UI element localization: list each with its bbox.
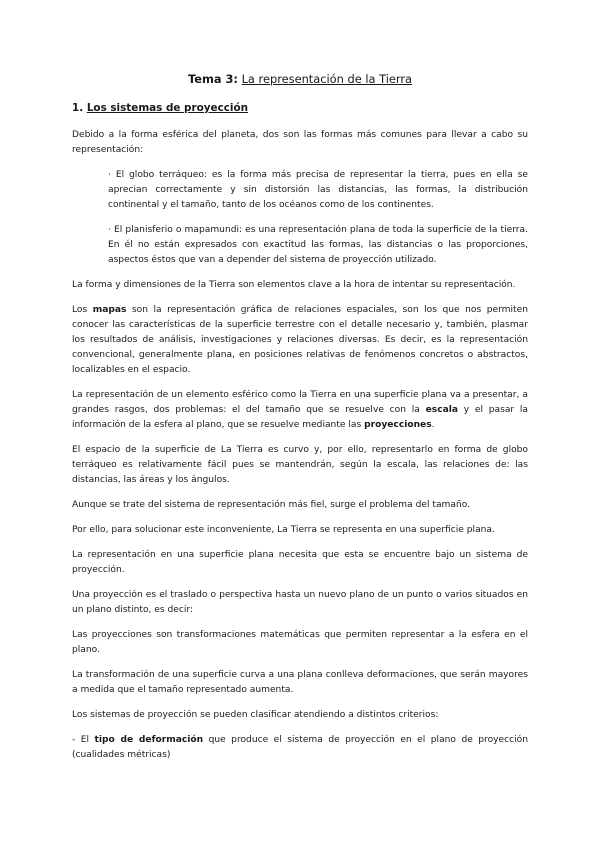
- bullet-globo: · El globo terráqueo: es la forma más precisa de representar la tierra, pues en ella se aprecian correctamente y sin distorsión las distancias, las formas, la distribución continental y el tamaño, tanto de los océanos como de los continentes.: [108, 170, 528, 210]
- paragraph: Los sistemas de proyección se pueden clasificar atendiendo a distintos criterios:: [72, 710, 439, 720]
- text-run: que produce el sistema de proyección en el plano de proyección (cualidades métricas): [72, 735, 528, 760]
- text-run: Los: [72, 305, 93, 315]
- paragraph: Una proyección es el traslado o perspectiva hasta un nuevo plano de un punto o varios situados en un plano distinto, es decir:: [72, 590, 528, 615]
- paragraph-mapas: [72, 303, 528, 378]
- paragraph: Las proyecciones son transformaciones matemáticas que permiten representar a la esfera en el plano.: [72, 630, 528, 655]
- paragraph: La transformación de una superficie curva a una plana conlleva deformaciones, que serán mayores a medida que el tamaño representado aumenta.: [72, 670, 528, 695]
- bold-term: mapas: [92, 305, 127, 315]
- paragraph: La representación en una superficie plana necesita que esta se encuentre bajo un sistema de proyección.: [72, 550, 528, 575]
- text-run: y el pasar la información de la esfera al plano, que se resuelve mediante las: [72, 405, 529, 430]
- text-run: son la representación gráfica de relaciones espaciales, son los que nos permiten conocer las características de la superficie terrestre con el detalle necesario y, también, plasmar los resultados de análisis, investigaciones y relaciones diversas. Es decir, es la representación convencional, generalmente plana, en posiciones relativas de fenómenos concretos o abstractos, localizables en el espacio.: [72, 305, 528, 375]
- page-title: [72, 72, 528, 86]
- title-text: La representación de la Tierra: [241, 72, 413, 86]
- section-title: Los sistemas de proyección: [86, 102, 248, 114]
- paragraph: Aunque se trate del sistema de representación más fiel, surge el problema del tamaño.: [72, 500, 471, 510]
- bullet-planisferio: · El planisferio o mapamundi: es una representación plana de toda la superficie de la tierra. En él no están expresados con exactitud las formas, las distancias o las proporciones, aspectos éstos que van a depender del sistema de proyección utilizado.: [108, 225, 528, 265]
- section-number: 1.: [72, 102, 84, 114]
- section-heading: [72, 102, 528, 114]
- paragraph: La forma y dimensiones de la Tierra son elementos clave a la hora de intentar su representación.: [72, 280, 516, 290]
- title-prefix: Tema 3:: [187, 72, 238, 86]
- bold-term: escala: [425, 405, 458, 415]
- bold-term: tipo de deformación: [94, 735, 204, 745]
- paragraph: Debido a la forma esférica del planeta, dos son las formas más comunes para llevar a cabo su representación:: [72, 130, 528, 155]
- paragraph-deformacion: [72, 733, 528, 763]
- bold-term: proyecciones: [364, 420, 432, 430]
- paragraph: El espacio de la superficie de La Tierra es curvo y, por ello, representarlo en forma de globo terráqueo es relativamente fácil pues se mantendrán, según la escala, las relaciones de: las distancias, las áreas y los ángulos.: [72, 445, 528, 485]
- text-run: La representación de un elemento esférico como la Tierra en una superficie plana va a presentar, a grandes rasgos, dos problemas: el del tamaño que se resuelve con la: [72, 390, 528, 415]
- paragraph: Por ello, para solucionar este inconveniente, La Tierra se representa en una superficie plana.: [72, 525, 495, 535]
- text-run: - El: [72, 735, 95, 745]
- text-run: .: [431, 420, 435, 430]
- paragraph-problemas: [72, 388, 528, 433]
